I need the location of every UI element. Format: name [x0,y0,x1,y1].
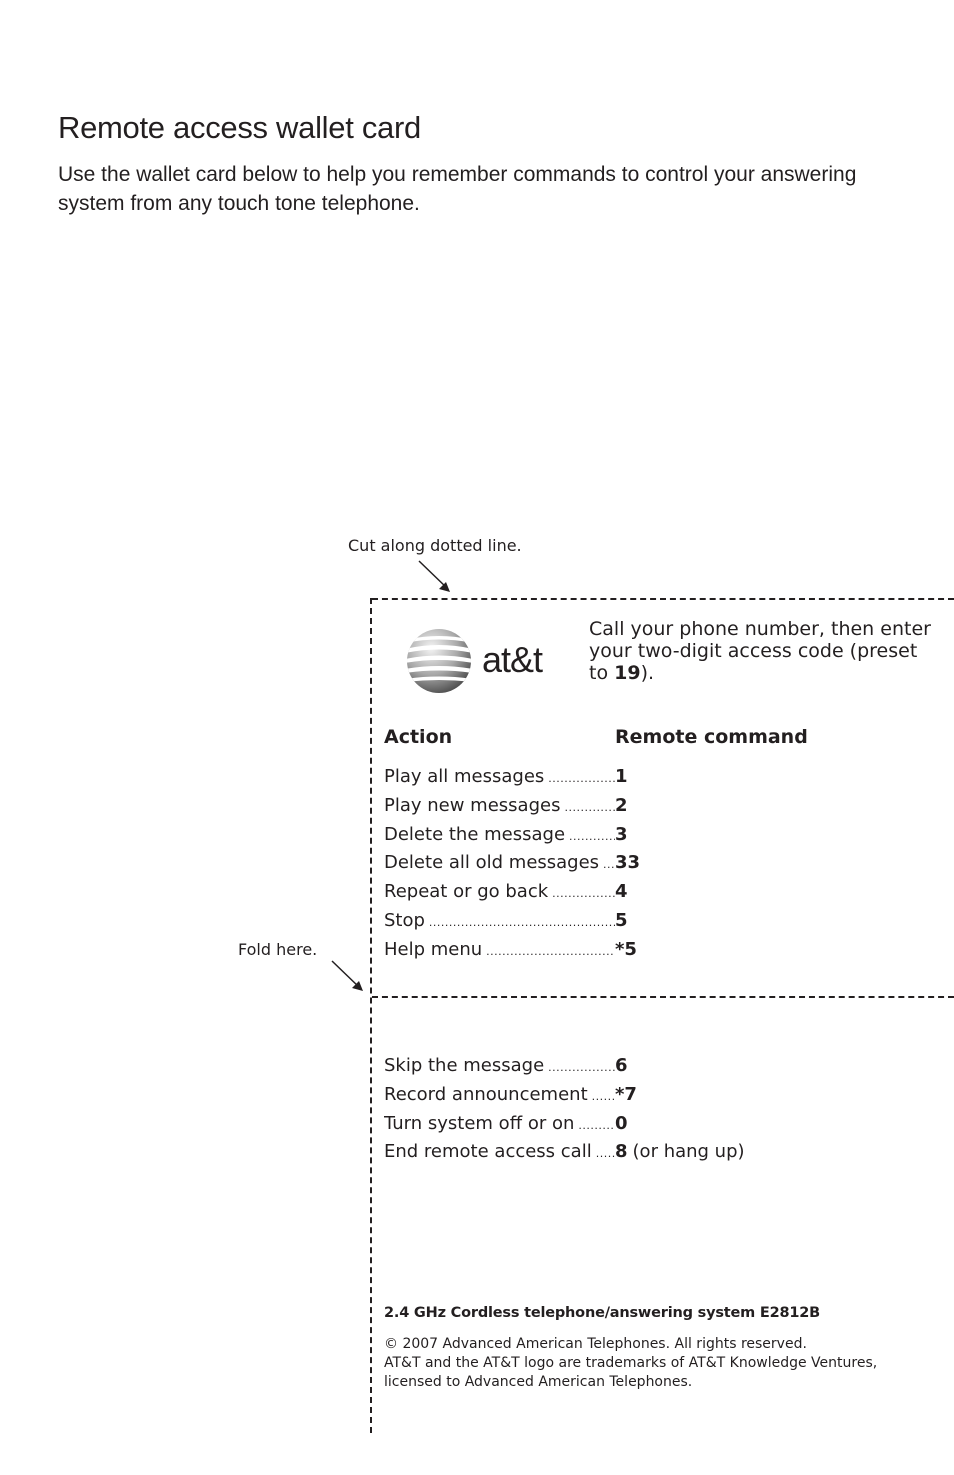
command-action: Skip the message ..... [384,1052,615,1083]
command-code: 4 [615,881,628,903]
cut-line-left [370,598,372,1433]
command-row [384,878,884,907]
command-action: Turn system off or on ..... [384,1110,615,1141]
intro-paragraph: Use the wallet card below to help you remember commands to control your answering system from any touch tone telephone. [58,163,857,215]
command-code: *5 [615,938,637,960]
command-code: 2 [615,794,628,816]
command-code: 33 [615,852,641,874]
model-line: 2.4 GHz Cordless telephone/answering system E2812B [384,1305,820,1321]
command-row [384,1110,884,1139]
command-action: Delete all old messages ..... [384,849,615,880]
command-code: 8 [615,1141,628,1163]
arrow-down-right-icon [328,958,368,994]
command-code: 0 [615,1112,628,1134]
commands-front-list [384,763,884,965]
cut-line-top [372,598,954,600]
command-extra: (or hang up) [632,1141,745,1163]
page-title: Remote access wallet card [58,110,421,145]
command-code: 1 [615,766,628,787]
command-row [384,763,884,792]
fold-line [372,996,954,998]
legal-text [384,1335,904,1392]
command-code: *7 [615,1083,637,1105]
action-header: Action [384,726,453,748]
commands-back-list [384,1052,884,1167]
command-row [384,792,884,821]
command-action: End remote access call ..... [384,1138,615,1169]
command-header: Remote command [615,726,808,748]
command-row [384,821,884,850]
command-row [384,936,884,965]
fold-note: Fold here. [238,940,318,959]
command-action: Record announcement ..... [384,1081,615,1112]
command-action: Repeat or go back ..... [384,878,615,909]
command-action: Play new messages ..... [384,792,615,823]
trademark-text: AT&T and the AT&T logo are trademarks of AT&T Knowledge Ventures, licensed to Advanced American Telephones. [384,1355,878,1390]
command-row [384,907,884,936]
command-row [384,849,884,878]
cut-note: Cut along dotted line. [348,536,522,555]
command-action: Stop ..... [384,907,615,938]
call-instructions: Call your phone number, then enter your two-digit access code (preset to 19). [589,618,931,684]
copyright-text: © 2007 Advanced American Telephones. All rights reserved. [384,1336,807,1352]
preset-code: 19 [614,662,641,684]
command-code: 6 [615,1055,628,1076]
command-action: Delete the message ..... [384,821,615,852]
command-row [384,1138,884,1167]
command-code: 3 [615,823,628,845]
command-code: 5 [615,909,628,931]
command-action: Play all messages ..... [384,763,615,794]
command-row [384,1052,884,1081]
att-globe-icon [405,627,473,695]
arrow-down-right-icon [415,558,455,596]
command-row [384,1081,884,1110]
command-action: Help menu ..... [384,936,615,967]
att-logo-text: at&t [482,639,543,680]
